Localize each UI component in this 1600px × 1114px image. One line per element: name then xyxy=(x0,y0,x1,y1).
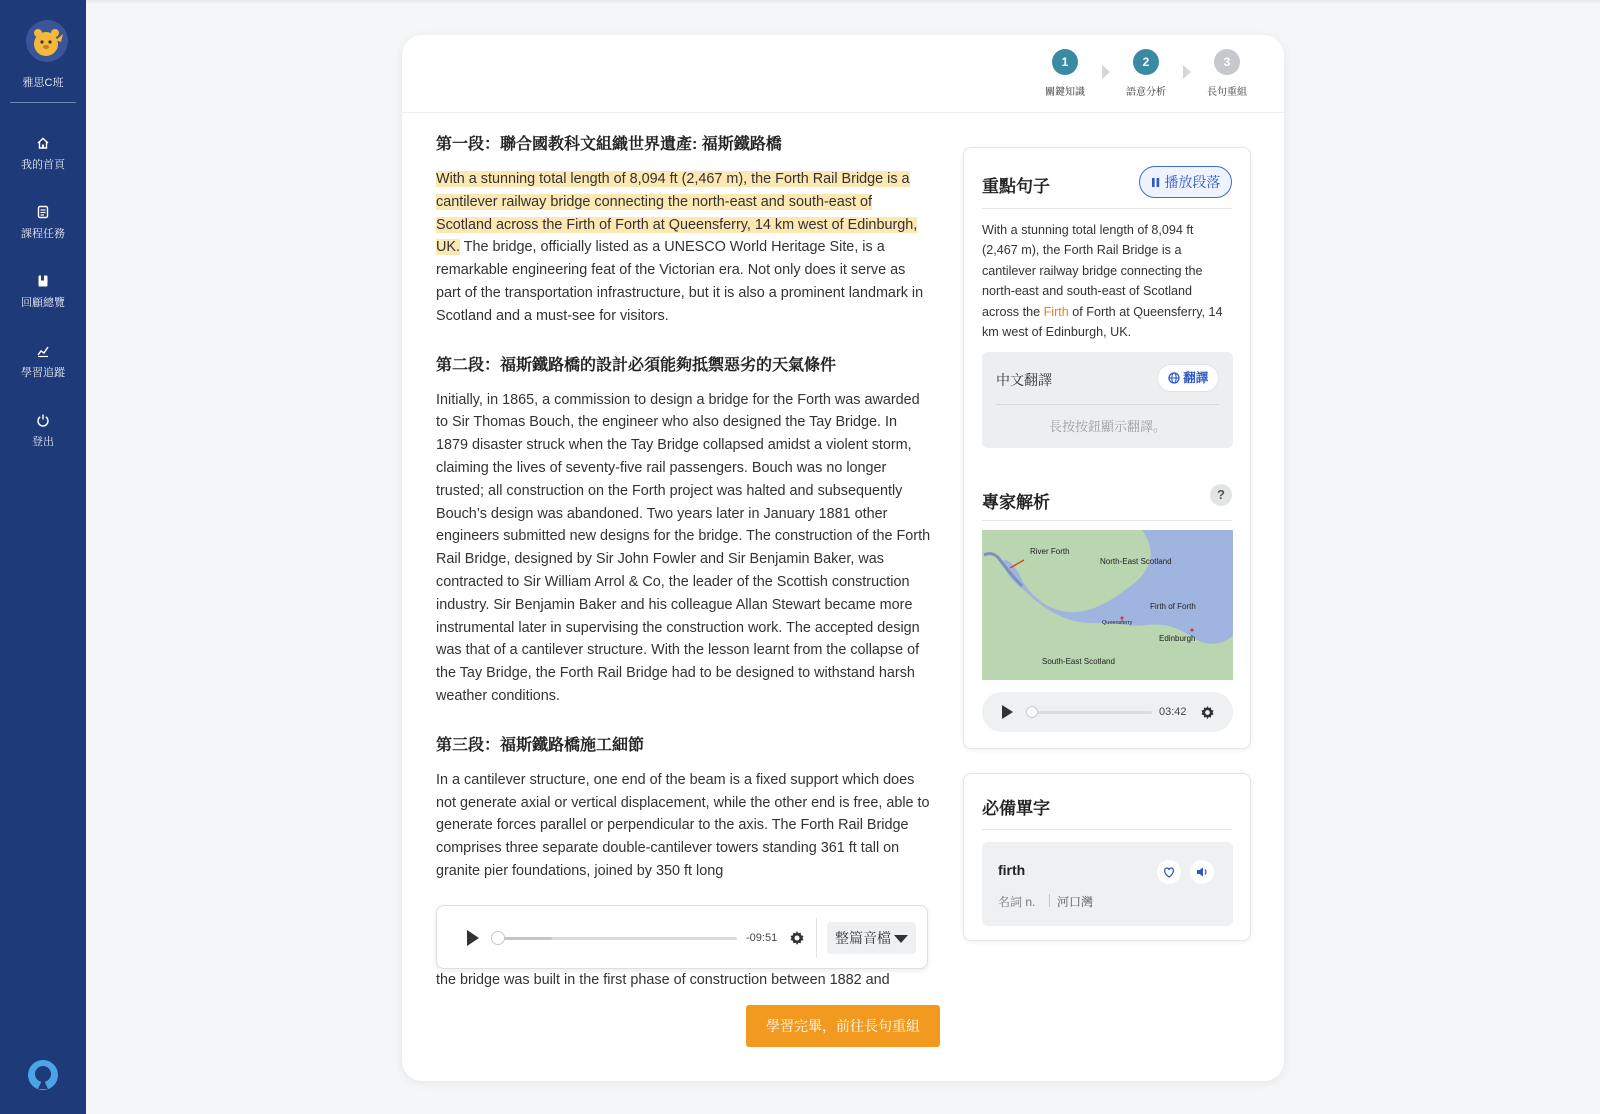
chevron-right-icon xyxy=(1102,65,1110,79)
chart-icon xyxy=(36,344,50,358)
panel-title: 重點句子 xyxy=(982,177,1050,196)
top-shadow xyxy=(86,0,1600,4)
paragraph-text: The bridge, officially listed as a UNESCO World Heritage Site, is a remarkable engineering feat of the Victorian era. Not only does it serve as part of the transportation infrastructure, but it is also a prominent landmark in Scotland and a must-see for visitors. xyxy=(436,239,924,324)
vocab-card[interactable] xyxy=(982,842,1233,926)
panel-title: 必備單字 xyxy=(982,799,1050,818)
step-label: 長句重組 xyxy=(1207,87,1247,98)
step-number: 2 xyxy=(1133,49,1159,75)
audio-source-label: 整篇音檔 xyxy=(835,930,891,946)
pronounce-button[interactable] xyxy=(1190,860,1214,884)
chevron-right-icon xyxy=(1183,65,1191,79)
favorite-button[interactable] xyxy=(1157,860,1181,884)
power-icon xyxy=(36,413,50,427)
step-label: 關鍵知識 xyxy=(1045,87,1085,98)
step-1[interactable] xyxy=(1035,49,1095,98)
vocab-highlight-link[interactable]: Firth xyxy=(1043,304,1069,319)
section-paragraph: In a cantilever structure, one end of the beam is a fixed support which does not generate axial or vertical displacement, while the other end is free, able to generate forces parallel or perpendicular to the axis. The Forth Rail Bridge comprises three separate double-cantilever towers standing 361 ft tall on granite pier foundations, joined by 350 ft long xyxy=(436,771,930,879)
translation-title: 中文翻譯 xyxy=(996,372,1052,388)
audio-knob[interactable] xyxy=(1026,706,1038,718)
expert-audio-player xyxy=(982,692,1233,732)
gear-icon[interactable] xyxy=(789,930,805,946)
map-label-north: North-East Scotland xyxy=(1100,557,1172,566)
finish-and-continue-button[interactable]: 學習完畢，前往長句重組 xyxy=(746,1005,940,1047)
sidebar-item-label: 課程任務 xyxy=(21,228,65,240)
sidebar-item-review[interactable] xyxy=(0,274,86,310)
divider xyxy=(1049,894,1050,907)
key-sentence-panel xyxy=(963,147,1251,749)
divider xyxy=(982,829,1232,830)
paragraph-text: the bridge was built in the first phase of construction between 1882 and xyxy=(436,972,890,988)
sidebar-item-label: 登出 xyxy=(32,436,54,448)
sidebar-divider xyxy=(10,102,76,103)
vocab-meaning: 河口灣 xyxy=(1057,895,1094,909)
stepper-header xyxy=(402,35,1284,113)
step-number: 1 xyxy=(1052,49,1078,75)
speaker-icon xyxy=(1190,860,1214,884)
section-title: 第二段：福斯鐵路橋的設計必須能夠抵禦惡劣的天氣條件 xyxy=(436,356,837,374)
divider xyxy=(816,918,817,958)
chevron-down-icon xyxy=(894,935,908,943)
class-avatar[interactable] xyxy=(26,20,68,62)
divider xyxy=(982,520,1232,521)
vocab-panel xyxy=(963,773,1251,941)
sentence-text: of Forth at Queensferry, 14 km west of Edinburgh, UK. xyxy=(982,304,1223,340)
translate-label: 翻譯 xyxy=(1183,371,1209,385)
play-paragraph-label: 播放段落 xyxy=(1164,174,1221,190)
article-audio-player xyxy=(436,905,928,969)
pause-icon xyxy=(1151,177,1161,188)
task-icon xyxy=(36,205,50,219)
map-label-firth: Firth of Forth xyxy=(1150,602,1196,611)
step-number: 3 xyxy=(1214,49,1240,75)
play-icon[interactable] xyxy=(467,930,479,946)
step-3[interactable] xyxy=(1197,49,1257,98)
play-paragraph-button[interactable] xyxy=(1139,166,1232,198)
map-label-queensferry: Queensferry xyxy=(1102,620,1133,626)
brand-logo-icon xyxy=(26,1058,60,1092)
sidebar-item-label: 我的首頁 xyxy=(21,159,65,171)
step-label: 語意分析 xyxy=(1126,87,1166,98)
heart-icon xyxy=(1157,860,1181,884)
sidebar-item-tasks[interactable] xyxy=(0,205,86,241)
audio-source-select[interactable] xyxy=(827,922,916,954)
sidebar xyxy=(0,0,86,1114)
divider xyxy=(996,404,1219,405)
divider xyxy=(982,208,1232,209)
section-paragraph: Initially, in 1865, a commission to design a bridge for the Forth was awarded to Sir Thomas Bouch, the engineer who also designed the Tay Bridge. In 1879 disaster struck when the Tay Bridge collapsed amidst a violent storm, claiming the lives of seventy-five rail passengers. Bouch was no longer trusted; all construction on the Forth project was halted and subsequently Bouch’s design was abandoned. Two years later in January 1881 other engineers submitted new designs for the bridge. The construction of the Forth Rail Bridge, designed by Sir John Fowler and Sir Benjamin Baker, was contracted to Sir William Arrol & Co, the leader of the Scottish construction industry. Sir Benjamin Baker and his colleague Allan Stewart became more instrumental later in supervising the construction work. The accepted design was that of a cantilever structure. With the lesson learnt from the collapse of the Tay Bridge, the Forth Rail Bridge had to be designed to withstand harsh weather conditions. xyxy=(436,391,931,704)
home-icon xyxy=(36,136,50,150)
highlighted-sentence[interactable]: With a stunning total length of 8,094 ft (2,467 m), the Forth Rail Bridge is a cantilever railway bridge connecting the north-east and south-east of Scotland across the Firth of Forth at Queensferry, 14 km west of Edinburgh, UK. xyxy=(436,171,918,256)
key-sentence-text xyxy=(982,220,1227,342)
class-name: 雅思C班 xyxy=(22,77,64,89)
sidebar-item-label: 回顧總覽 xyxy=(21,297,65,309)
sidebar-item-label: 學習追蹤 xyxy=(21,367,65,379)
step-2[interactable] xyxy=(1116,49,1176,98)
audio-time: 03:42 xyxy=(1159,706,1187,718)
help-icon[interactable]: ? xyxy=(1210,484,1232,506)
expert-map-image xyxy=(982,530,1233,680)
translate-button[interactable] xyxy=(1157,364,1219,392)
globe-icon xyxy=(1168,372,1180,384)
vocab-word: firth xyxy=(998,862,1026,878)
sidebar-item-logout[interactable] xyxy=(0,413,86,449)
translation-box xyxy=(982,352,1233,448)
audio-track[interactable] xyxy=(1032,711,1152,714)
section-title: 第一段：聯合國教科文組織世界遺產: 福斯鐵路橋 xyxy=(436,136,782,153)
vocab-part-of-speech: 名詞 n. xyxy=(998,895,1036,909)
play-icon[interactable] xyxy=(1002,705,1013,719)
audio-time: -09:51 xyxy=(746,932,778,944)
panel-title: 專家解析 xyxy=(982,493,1050,512)
map-label-river: River Forth xyxy=(1030,547,1070,556)
book-icon xyxy=(36,274,50,288)
sidebar-item-tracking[interactable] xyxy=(0,344,86,380)
gear-icon[interactable] xyxy=(1200,705,1215,720)
sidebar-item-home[interactable] xyxy=(0,136,86,172)
article xyxy=(436,131,931,1001)
audio-buffer xyxy=(497,937,552,940)
sentence-text: With a stunning total length of 8,094 ft (2,467 m), the Forth Rail Bridge is a cantilever railway bridge connecting the north-east and south-east of Scotland across the xyxy=(982,223,1203,319)
map-label-edinburgh: Edinburgh xyxy=(1159,634,1196,643)
section-title: 第三段：福斯鐵路橋施工細節 xyxy=(436,736,645,754)
audio-knob[interactable] xyxy=(491,931,505,945)
audio-track[interactable] xyxy=(497,937,737,940)
map-label-south: South-East Scotland xyxy=(1042,657,1115,666)
section-paragraph xyxy=(436,168,931,328)
translation-hint: 長按按鈕顯示翻譯。 xyxy=(1048,419,1166,434)
